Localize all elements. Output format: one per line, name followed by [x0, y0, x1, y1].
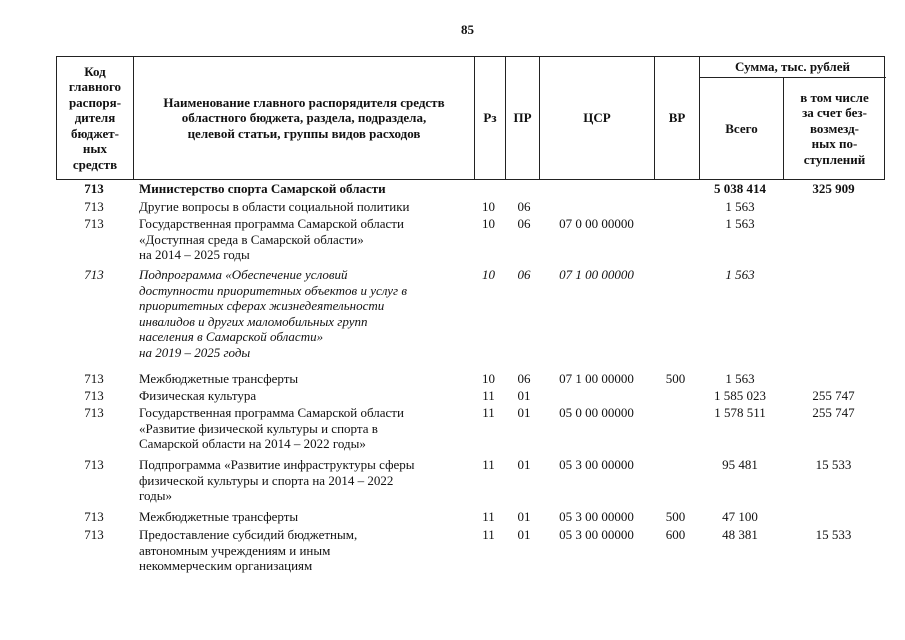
cell-total: 1 578 511 [714, 405, 766, 420]
cell-pr: 06 [517, 371, 531, 386]
cell-name: Другие вопросы в области социальной политики [139, 199, 410, 214]
cell-pr: 01 [517, 457, 531, 472]
cell-rz: 11 [482, 527, 495, 542]
cell-rz: 10 [482, 267, 495, 282]
cell-total: 1 585 023 [714, 388, 766, 403]
cell-pr: 01 [517, 388, 531, 403]
cell-name: Подпрограмма «Обеспечение условий доступности приоритетных объектов и услуг в приоритетных сферах жизнедеятельности инвалидов и других маломобильных групп населения в Самарской области» на 2019 – 2025 годы [139, 267, 407, 360]
cell-rz: 10 [482, 371, 495, 386]
cell-csr: 07 0 00 00000 [559, 216, 634, 231]
cell-total: 1 563 [725, 371, 755, 386]
cell-rz: 11 [482, 405, 495, 420]
cell-rz: 10 [482, 199, 495, 214]
cell-vr: 500 [665, 509, 686, 524]
cell-vr: 500 [665, 371, 686, 386]
cell-free: 15 533 [815, 457, 852, 472]
cell-pr: 06 [517, 216, 531, 231]
cell-total: 1 563 [725, 267, 755, 282]
cell-name: Межбюджетные трансферты [139, 509, 299, 524]
header-free: в том числе за счет без- возмезд- ных по- ступлений [800, 89, 869, 167]
cell-name: Предоставление субсидий бюджетным, автономным учреждениям и иным некоммерческим организациям [139, 527, 358, 573]
table-header [56, 56, 885, 180]
cell-pr: 06 [517, 267, 531, 282]
cell-total: 1 563 [725, 199, 755, 214]
header-rz: Рз [483, 110, 497, 126]
cell-rz: 11 [482, 509, 495, 524]
cell-csr: 05 3 00 00000 [559, 509, 634, 524]
header-name: Наименование главного распорядителя средств областного бюджета, раздела, подраздела, целевой статьи, группы видов расходов [163, 94, 445, 141]
cell-name: Министерство спорта Самарской области [139, 181, 386, 196]
cell-csr: 05 0 00 00000 [559, 405, 634, 420]
cell-name: Межбюджетные трансферты [139, 371, 299, 386]
cell-free: 325 909 [812, 181, 855, 196]
cell-free: 15 533 [815, 527, 852, 542]
header-pr: ПР [513, 110, 532, 126]
cell-free: 255 747 [812, 405, 855, 420]
cell-code: 713 [84, 509, 104, 524]
cell-code: 713 [84, 388, 104, 403]
cell-pr: 01 [517, 509, 531, 524]
cell-code: 713 [84, 267, 104, 282]
cell-total: 47 100 [722, 509, 758, 524]
cell-code: 713 [84, 199, 104, 214]
cell-rz: 10 [482, 216, 495, 231]
cell-pr: 06 [517, 199, 531, 214]
cell-total: 95 481 [722, 457, 758, 472]
header-total: Всего [725, 120, 758, 136]
cell-name: Государственная программа Самарской области «Развитие физической культуры и спорта в Самарской области на 2014 – 2022 годы» [139, 405, 404, 451]
header-vr: ВР [668, 110, 686, 126]
page-number: 85 [461, 22, 474, 37]
cell-total: 1 563 [725, 216, 755, 231]
cell-code: 713 [84, 457, 104, 472]
cell-code: 713 [84, 371, 104, 386]
cell-name: Государственная программа Самарской области «Доступная среда в Самарской области» на 2014 – 2025 годы [139, 216, 404, 262]
cell-code: 713 [84, 527, 104, 542]
cell-csr: 05 3 00 00000 [559, 457, 634, 472]
cell-rz: 11 [482, 388, 495, 403]
cell-csr: 07 1 00 00000 [559, 371, 634, 386]
cell-name: Подпрограмма «Развитие инфраструктуры сферы физической культуры и спорта на 2014 – 2022 годы» [139, 457, 415, 503]
cell-vr: 600 [665, 527, 686, 542]
cell-total: 48 381 [722, 527, 758, 542]
cell-csr: 07 1 00 00000 [559, 267, 634, 282]
cell-pr: 01 [517, 405, 531, 420]
cell-rz: 11 [482, 457, 495, 472]
cell-code: 713 [84, 181, 104, 196]
header-csr: ЦСР [583, 110, 611, 126]
header-sum-group: Сумма, тыс. рублей [735, 59, 850, 75]
cell-code: 713 [84, 405, 104, 420]
cell-csr: 05 3 00 00000 [559, 527, 634, 542]
cell-free: 255 747 [812, 388, 855, 403]
cell-pr: 01 [517, 527, 531, 542]
cell-total: 5 038 414 [714, 181, 766, 196]
cell-code: 713 [84, 216, 104, 231]
cell-name: Физическая культура [139, 388, 257, 403]
header-code: Код главного распоря- дителя бюджет- ных средств [68, 63, 122, 172]
